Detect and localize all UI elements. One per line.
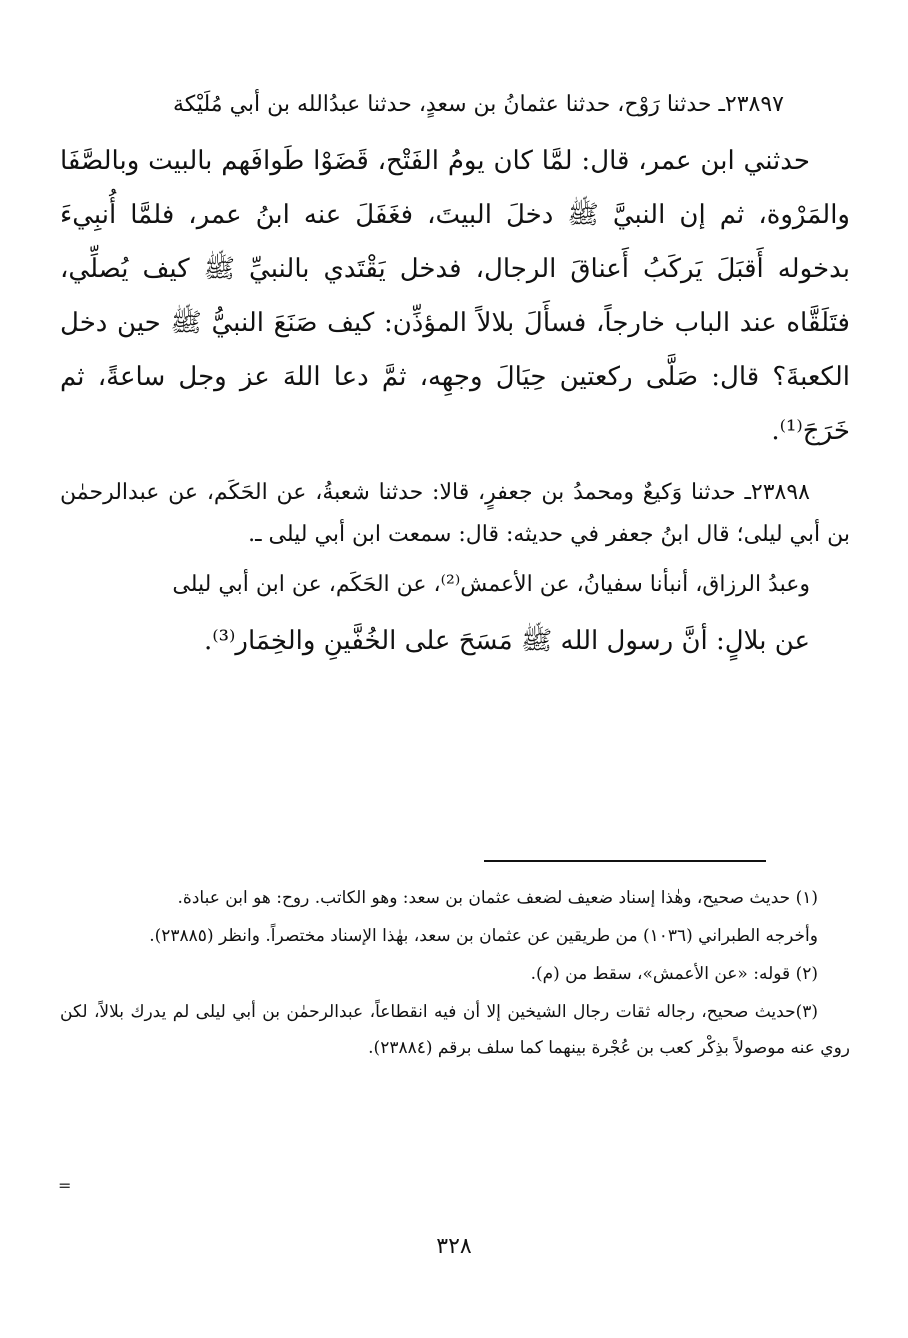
hadith-23897-isnad: ٢٣٨٩٧ـ حدثنا رَوْح، حدثنا عثمانُ بن سعدٍ، حدثنا عبدُالله بن أبي مُلَيْكة bbox=[172, 92, 784, 117]
main-text bbox=[60, 84, 850, 668]
continuation-mark: = bbox=[58, 1176, 72, 1195]
hadith-23897-matn: حدثني ابن عمر، قال: لمَّا كان يومُ الفَتْح، قَضَوْا طَوافَهم بالبيت وبالصَّفَا والمَرْوة، ثم إن النبيَّ ﷺ دخلَ البيتَ، فغَفَلَ عنه ابنُ عمر، فلمَّا أُنبِيءَ بدخوله أَقبَلَ يَركَبُ أَعناقَ الرجال، فدخل يَقْتَدي بالنبيِّ ﷺ كيف يُصلِّي، فتَلَقَّاه عند الباب خارجاً، فسأَلَ بلالاً المؤذِّن: كيف صَنَعَ النبيُّ ﷺ حين دخل الكعبةَ؟ قال: صَلَّى ركعتين حِيَالَ وجهِه، ثمَّ دعا اللهَ عز وجل ساعةً، ثم خَرَجَ⁽¹⁾. bbox=[60, 146, 850, 446]
footnote-1-continued: وأخرجه الطبراني (١٠٣٦) من طريقين عن عثمان بن سعد، بهٰذا الإسناد مختصراً. وانظر (٢٣٨٨٥). bbox=[149, 926, 818, 946]
footnote-1: (١) حديث صحيح، وهٰذا إسناد ضعيف لضعف عثمان بن سعد: وهو الكاتب. روح: هو ابن عبادة. bbox=[177, 888, 818, 908]
footnote-3: (٣)حديث صحيح، رجاله ثقات رجال الشيخين إلا أن فيه انقطاعاً، عبدالرحمٰن بن أبي ليلى لم يدرك بلالاً، لكن روي عنه موصولاً بذِكْر كعب بن عُجْرة بينهما كما سلف برقم (٢٣٨٨٤). bbox=[60, 1002, 850, 1058]
hadith-23898-isnad-2: وعبدُ الرزاق، أنبأنا سفيانُ، عن الأعمش⁽²⁾، عن الحَكَم، عن ابن أبي ليلى bbox=[172, 572, 810, 597]
hadith-23898-isnad-1: ٢٣٨٩٨ـ حدثنا وَكيعٌ ومحمدُ بن جعفرٍ، قالا: حدثنا شعبةُ، عن الحَكَم، عن عبدالرحمٰن بن أبي ليلى؛ قال ابنُ جعفر في حديثه: قال: سمعت ابن أبي ليلى ـ. bbox=[60, 480, 850, 547]
footnote-2: (٢) قوله: «عن الأعمش»، سقط من (م). bbox=[530, 964, 818, 984]
hadith-23898-matn: عن بلالٍ: أنَّ رسول الله ﷺ مَسَحَ على الخُفَّينِ والخِمَار⁽³⁾. bbox=[203, 626, 810, 656]
footnotes bbox=[60, 880, 850, 1066]
footnote-separator bbox=[484, 860, 766, 862]
page-number: ٣٢٨ bbox=[436, 1234, 472, 1259]
